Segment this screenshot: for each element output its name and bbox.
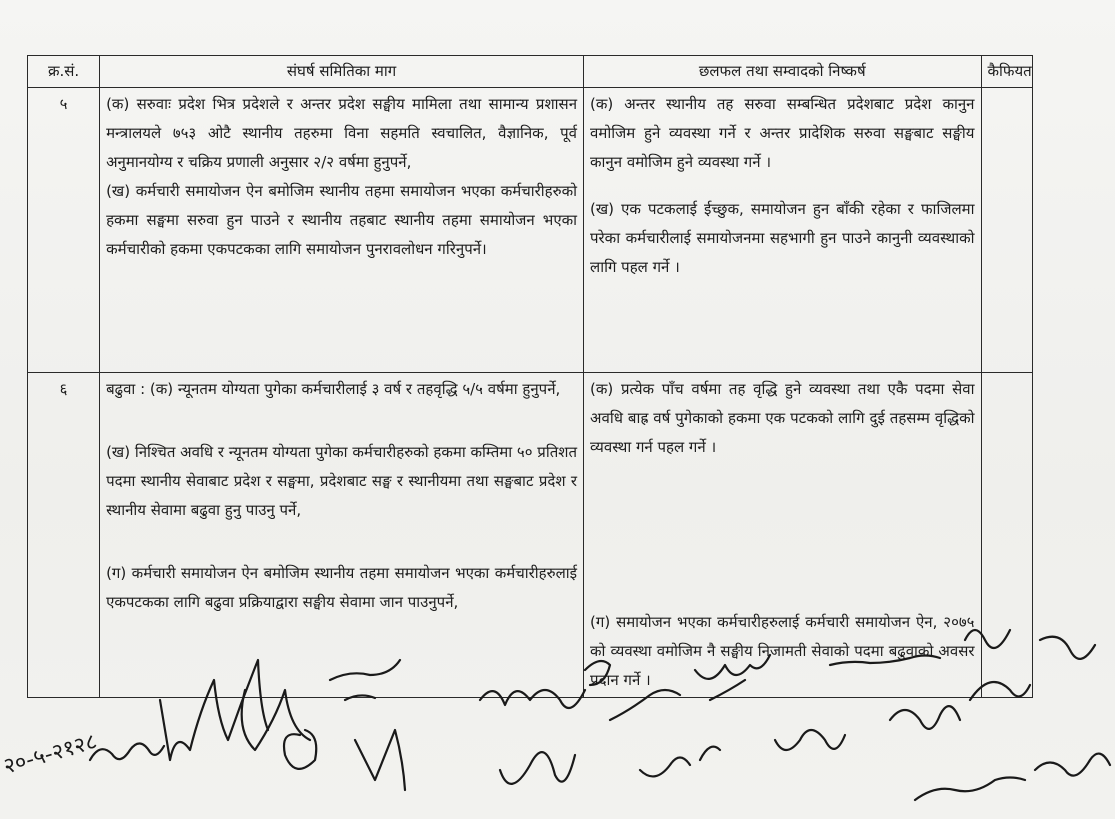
signature	[775, 730, 845, 750]
demand-clause: (क) सरुवाः प्रदेश भित्र प्रदेशले र अन्तर प्रदेश सङ्घीय मामिला तथा सामान्य प्रशासन मन्त्रालयले ७५३ ओटै स्थानीय तहरुमा विना सहमति स्वचालित, वैज्ञानिक, पूर्व अनुमानयोग्य र चक्रिय प्रणाली अनुसार २/२ वर्षमा हुनुपर्ने,	[106, 95, 578, 171]
header-serial: क्र.सं.	[28, 56, 100, 88]
header-remarks: कैफियत	[981, 56, 1033, 88]
signature	[355, 730, 405, 790]
signature	[890, 706, 960, 729]
agreement-table	[27, 55, 1033, 698]
conclusion-clause: (ख) एक पटकलाई ईच्छुक, समायोजन हुन बाँकी रहेका र फाजिलमा परेका कर्मचारीलाई समायोजनमा सहभागी हुन पाउने कानुनी व्यवस्थाको लागि पहल गर्ने ।	[590, 200, 975, 276]
demand-clause: (ख) कर्मचारी समायोजन ऐन बमोजिम स्थानीय तहमा समायोजन भएका कर्मचारीहरुको हकमा सङ्घमा सरुवा हुन पाउने र स्थानीय तहबाट स्थानीय तहमा समायोजन भएका कर्मचारीको हकमा एकपटकका लागि समायोजन पुनरावलोधन गरिनुपर्ने।	[106, 182, 578, 258]
conclusion-clause: (क) प्रत्येक पाँच वर्षमा तह वृद्धि हुने व्यवस्था तथा एकै पदमा सेवा अवधि बाह्र वर्ष पुगेकाको हकमा एक पटकको लागि दुई तहसम्म वृद्धिको व्यवस्था गर्न पहल गर्ने ।	[590, 380, 975, 456]
remarks-cell	[981, 88, 1033, 373]
conclusion-cell	[584, 373, 981, 698]
conclusion-clause: (क) अन्तर स्थानीय तह सरुवा सम्बन्धित प्रदेशबाट प्रदेश कानुन वमोजिम हुने व्यवस्था गर्ने र अन्तर प्रादेशिक सरुवा सङ्घबाट सङ्घीय कानुन वमोजिम हुने व्यवस्था गर्ने ।	[590, 95, 975, 171]
table-row	[28, 88, 1033, 373]
demand-cell	[100, 373, 584, 698]
signature	[1035, 754, 1110, 776]
demand-clause: बढुवा : (क) न्यूनतम योग्यता पुगेका कर्मचारीलाई ३ वर्ष र तहवृद्धि ५/५ वर्षमा हुनुपर्ने,	[106, 380, 561, 398]
demand-cell	[100, 88, 584, 373]
handwritten-date: २०-५-२१२८	[0, 729, 100, 780]
demand-clause: (ख) निश्चित अवधि र न्यूनतम योग्यता पुगेका कर्मचारीहरुको हकमा कम्तिमा ५० प्रतिशत पदमा स्थानीय सेवाबाट प्रदेश र सङ्घमा, प्रदेशबाट सङ्घ र स्थानीयमा तथा सङ्घबाट प्रदेश र स्थानीय सेवामा बढुवा हुनु पाउनु पर्ने,	[106, 443, 578, 519]
table-header-row	[28, 56, 1033, 88]
signature	[640, 747, 720, 777]
conclusion-cell	[584, 88, 981, 373]
remarks-cell	[981, 373, 1033, 698]
serial-cell: ६	[28, 373, 100, 698]
conclusion-clause: (ग) समायोजन भएका कर्मचारीहरुलाई कर्मचारी समायोजन ऐन, २०७५ को व्यवस्था वमोजिम नै सङ्घीय निजामती सेवाको पदमा बढुवाको अवसर प्रदान गर्ने ।	[590, 613, 975, 689]
signature	[500, 752, 575, 784]
signature	[242, 690, 310, 750]
signature	[915, 778, 1025, 801]
demand-clause: (ग) कर्मचारी समायोजन ऐन बमोजिम स्थानीय तहमा समायोजन भएका कर्मचारीहरुलाई एकपटकका लागि बढुवा प्रक्रियाद्वारा सङ्घीय सेवामा जान पाउनुपर्ने,	[106, 564, 578, 611]
signature	[284, 730, 316, 769]
serial-cell: ५	[28, 88, 100, 373]
signature	[90, 743, 164, 760]
header-demand: संघर्ष समितिका माग	[100, 56, 584, 88]
signature	[1040, 637, 1095, 659]
table-row	[28, 373, 1033, 698]
header-conclusion: छलफल तथा सम्वादको निष्कर्ष	[584, 56, 981, 88]
